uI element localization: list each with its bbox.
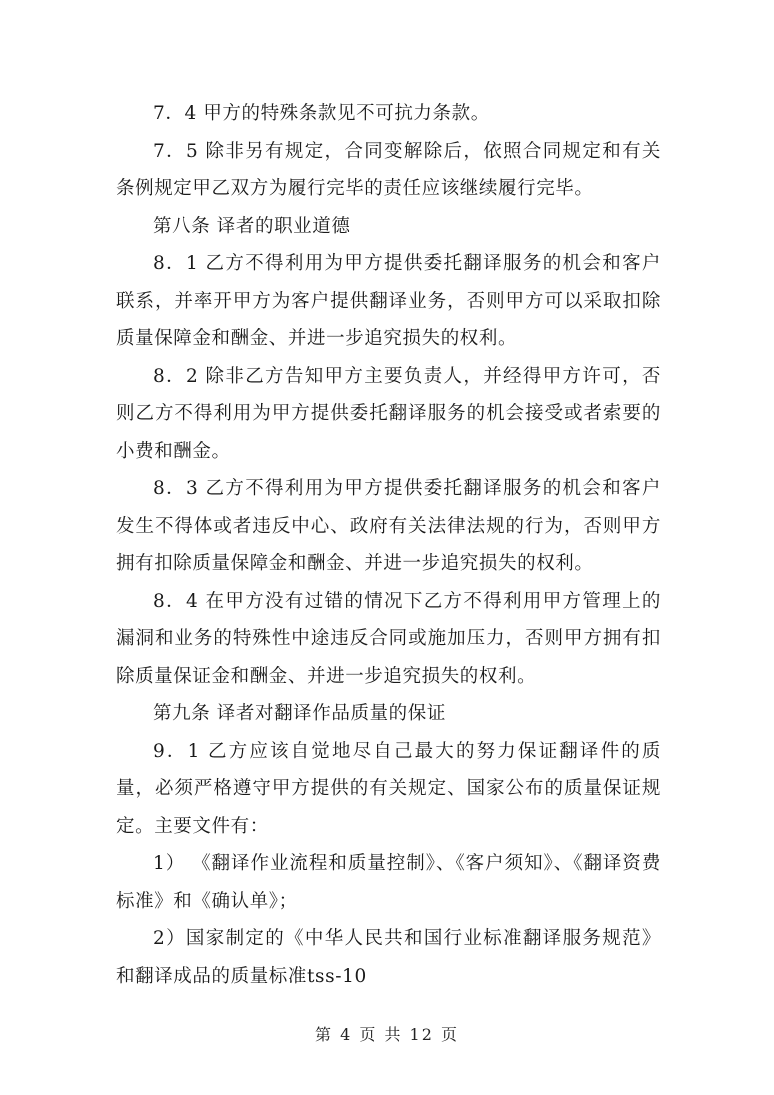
- list-item-2: 2）国家制定的《中华人民共和国行业标准翻译服务规范》和翻译成品的质量标准tss-10: [116, 928, 661, 987]
- clause-8-4: 8．4 在甲方没有过错的情况下乙方不得利用甲方管理上的漏洞和业务的特殊性中途违反合同或施加压力，否则甲方拥有扣除质量保证金和酬金、并进一步追究损失的权利。: [116, 590, 661, 687]
- list-item-1: 1） 《翻译作业流程和质量控制》、《客户须知》、《翻译资费标准》和《确认单》；: [116, 853, 661, 912]
- article-8-heading: 第八条 译者的职业道德: [153, 215, 351, 237]
- clause-7-5: 7．5 除非另有规定，合同变解除后，依照合同规定和有关条例规定甲乙双方为履行完毕的责任应该继续履行完毕。: [116, 140, 661, 199]
- clause-8-3: 8．3 乙方不得利用为甲方提供委托翻译服务的机会和客户发生不得体或者违反中心、政府有关法律法规的行为，否则甲方拥有扣除质量保障金和酬金、并进一步追究损失的权利。: [116, 478, 661, 574]
- clause-8-1: 8．1 乙方不得利用为甲方提供委托翻译服务的机会和客户联系，并率开甲方为客户提供翻译业务，否则甲方可以采取扣除质量保障金和酬金、并进一步追究损失的权利。: [116, 253, 661, 349]
- page-number-footer: 第 4 页 共 12 页: [315, 1025, 459, 1044]
- clause-7-4: 7．4 甲方的特殊条款见不可抗力条款。: [153, 103, 490, 124]
- clause-9-1: 9．1 乙方应该自觉地尽自己最大的努力保证翻译件的质量，必须严格遵守甲方提供的有关规定、国家公布的质量保证规定。主要文件有：: [116, 740, 661, 837]
- article-9-heading: 第九条 译者对翻译作品质量的保证: [153, 703, 446, 724]
- clause-8-2: 8．2 除非乙方告知甲方主要负责人，并经得甲方许可，否则乙方不得利用为甲方提供委托翻译服务的机会接受或者索要的小费和酬金。: [116, 365, 661, 462]
- document-body: [116, 95, 661, 995]
